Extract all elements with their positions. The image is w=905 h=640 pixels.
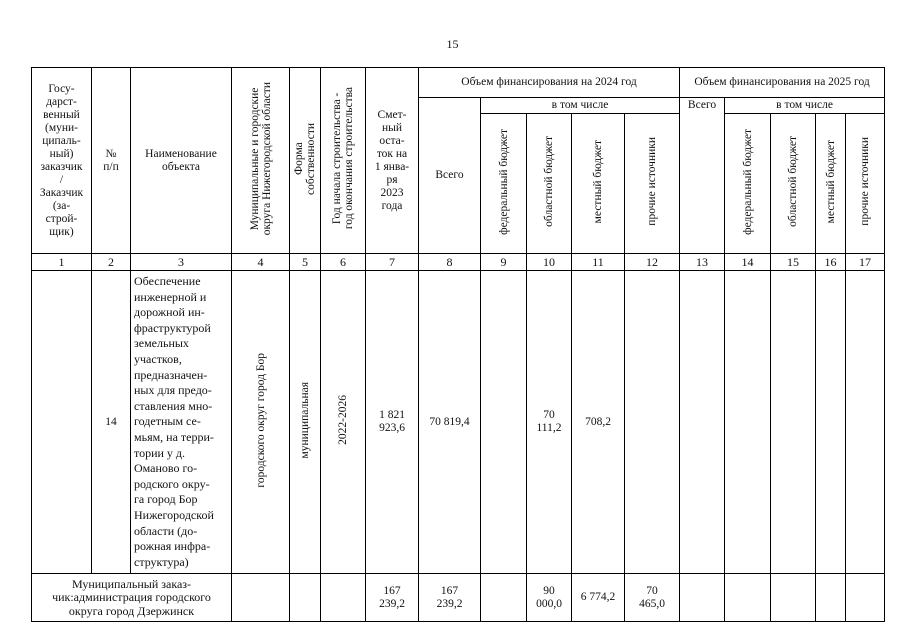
- header-ownership: Форма собственности: [290, 68, 321, 254]
- cell-municipality: [232, 574, 290, 622]
- cell-other-2024: [625, 271, 680, 574]
- column-number: 12: [625, 254, 680, 271]
- header-regional-2024: областной бюджет: [527, 114, 572, 254]
- header-number: № п/п: [92, 68, 131, 254]
- cell-regional-2025: [771, 271, 816, 574]
- cell-total-2024: 70 819,4: [419, 271, 481, 574]
- column-number: 11: [572, 254, 625, 271]
- header-including-2025: в том числе: [725, 98, 885, 114]
- column-number: 17: [846, 254, 885, 271]
- header-federal-2025: федеральный бюджет: [725, 114, 771, 254]
- cell-local-2024: 6 774,2: [572, 574, 625, 622]
- cell-federal-2025: [725, 271, 771, 574]
- cell-other-2024: 70 465,0: [625, 574, 680, 622]
- header-total-2024: Всего: [419, 98, 481, 254]
- header-including-2024: в том числе: [481, 98, 680, 114]
- header-other-2024: прочие источники: [625, 114, 680, 254]
- header-financing-2025: Объем финансирования на 2025 год: [680, 68, 885, 98]
- cell-regional-2024: 90 000,0: [527, 574, 572, 622]
- cell-years: 2022-2026: [321, 271, 366, 574]
- column-number: 13: [680, 254, 725, 271]
- column-number: 15: [771, 254, 816, 271]
- cell-customer: [32, 271, 92, 574]
- page-number: 15: [446, 37, 459, 51]
- cell-object-name: Обеспечение инженерной и дорожной ин- фраструктурой земельных участков, предназначен- ных для предо- ставления мно- годетным се- мьям, на терри- тории у д. Оманово го- родского окру- га город Бор Нижегородской области (до- рожная инфра- структура): [131, 271, 232, 574]
- table-row: [32, 574, 885, 622]
- header-local-2024: местный бюджет: [572, 114, 625, 254]
- cell-local-2025: [816, 574, 846, 622]
- column-number: 7: [366, 254, 419, 271]
- cell-ownership: [290, 574, 321, 622]
- header-years: Год начала строительства - год окончания строительства: [321, 68, 366, 254]
- cell-federal-2024: [481, 574, 527, 622]
- header-total-2025: Всего: [680, 98, 725, 254]
- cell-customer-label: Муниципальный заказ- чик:администрация городского округа город Дзержинск: [32, 574, 232, 622]
- cell-local-2025: [816, 271, 846, 574]
- header-regional-2025: областной бюджет: [771, 114, 816, 254]
- cell-total-2025: [680, 271, 725, 574]
- cell-federal-2024: [481, 271, 527, 574]
- cell-regional-2024: 70 111,2: [527, 271, 572, 574]
- column-numbers-row: [32, 254, 885, 271]
- table-row: [32, 271, 885, 574]
- column-number: 2: [92, 254, 131, 271]
- header-local-2025: местный бюджет: [816, 114, 846, 254]
- header-financing-2024: Объем финансирования на 2024 год: [419, 68, 680, 98]
- cell-regional-2025: [771, 574, 816, 622]
- cell-federal-2025: [725, 574, 771, 622]
- cell-balance: 1 821 923,6: [366, 271, 419, 574]
- column-number: 6: [321, 254, 366, 271]
- column-number: 3: [131, 254, 232, 271]
- column-number: 10: [527, 254, 572, 271]
- cell-total-2024: 167 239,2: [419, 574, 481, 622]
- column-number: 5: [290, 254, 321, 271]
- cell-other-2025: [846, 271, 885, 574]
- header-balance: Смет- ный оста- ток на 1 янва- ря 2023 года: [366, 68, 419, 254]
- column-number: 14: [725, 254, 771, 271]
- column-number: 9: [481, 254, 527, 271]
- cell-total-2025: [680, 574, 725, 622]
- column-number: 4: [232, 254, 290, 271]
- column-number: 16: [816, 254, 846, 271]
- cell-other-2025: [846, 574, 885, 622]
- cell-ownership: муниципальная: [290, 271, 321, 574]
- header-object-name: Наименование объекта: [131, 68, 232, 254]
- cell-municipality: городского округ город Бор: [232, 271, 290, 574]
- column-number: 1: [32, 254, 92, 271]
- header-municipality: Муниципальные и городские округа Нижегородской области: [232, 68, 290, 254]
- cell-years: [321, 574, 366, 622]
- financing-table: [31, 67, 885, 622]
- column-number: 8: [419, 254, 481, 271]
- header-federal-2024: федеральный бюджет: [481, 114, 527, 254]
- cell-number: 14: [92, 271, 131, 574]
- cell-balance: 167 239,2: [366, 574, 419, 622]
- header-other-2025: прочие источники: [846, 114, 885, 254]
- header-customer: Госу- дарст- венный (муни- ципаль- ный) заказчик / Заказчик (за- строй- щик): [32, 68, 92, 254]
- cell-local-2024: 708,2: [572, 271, 625, 574]
